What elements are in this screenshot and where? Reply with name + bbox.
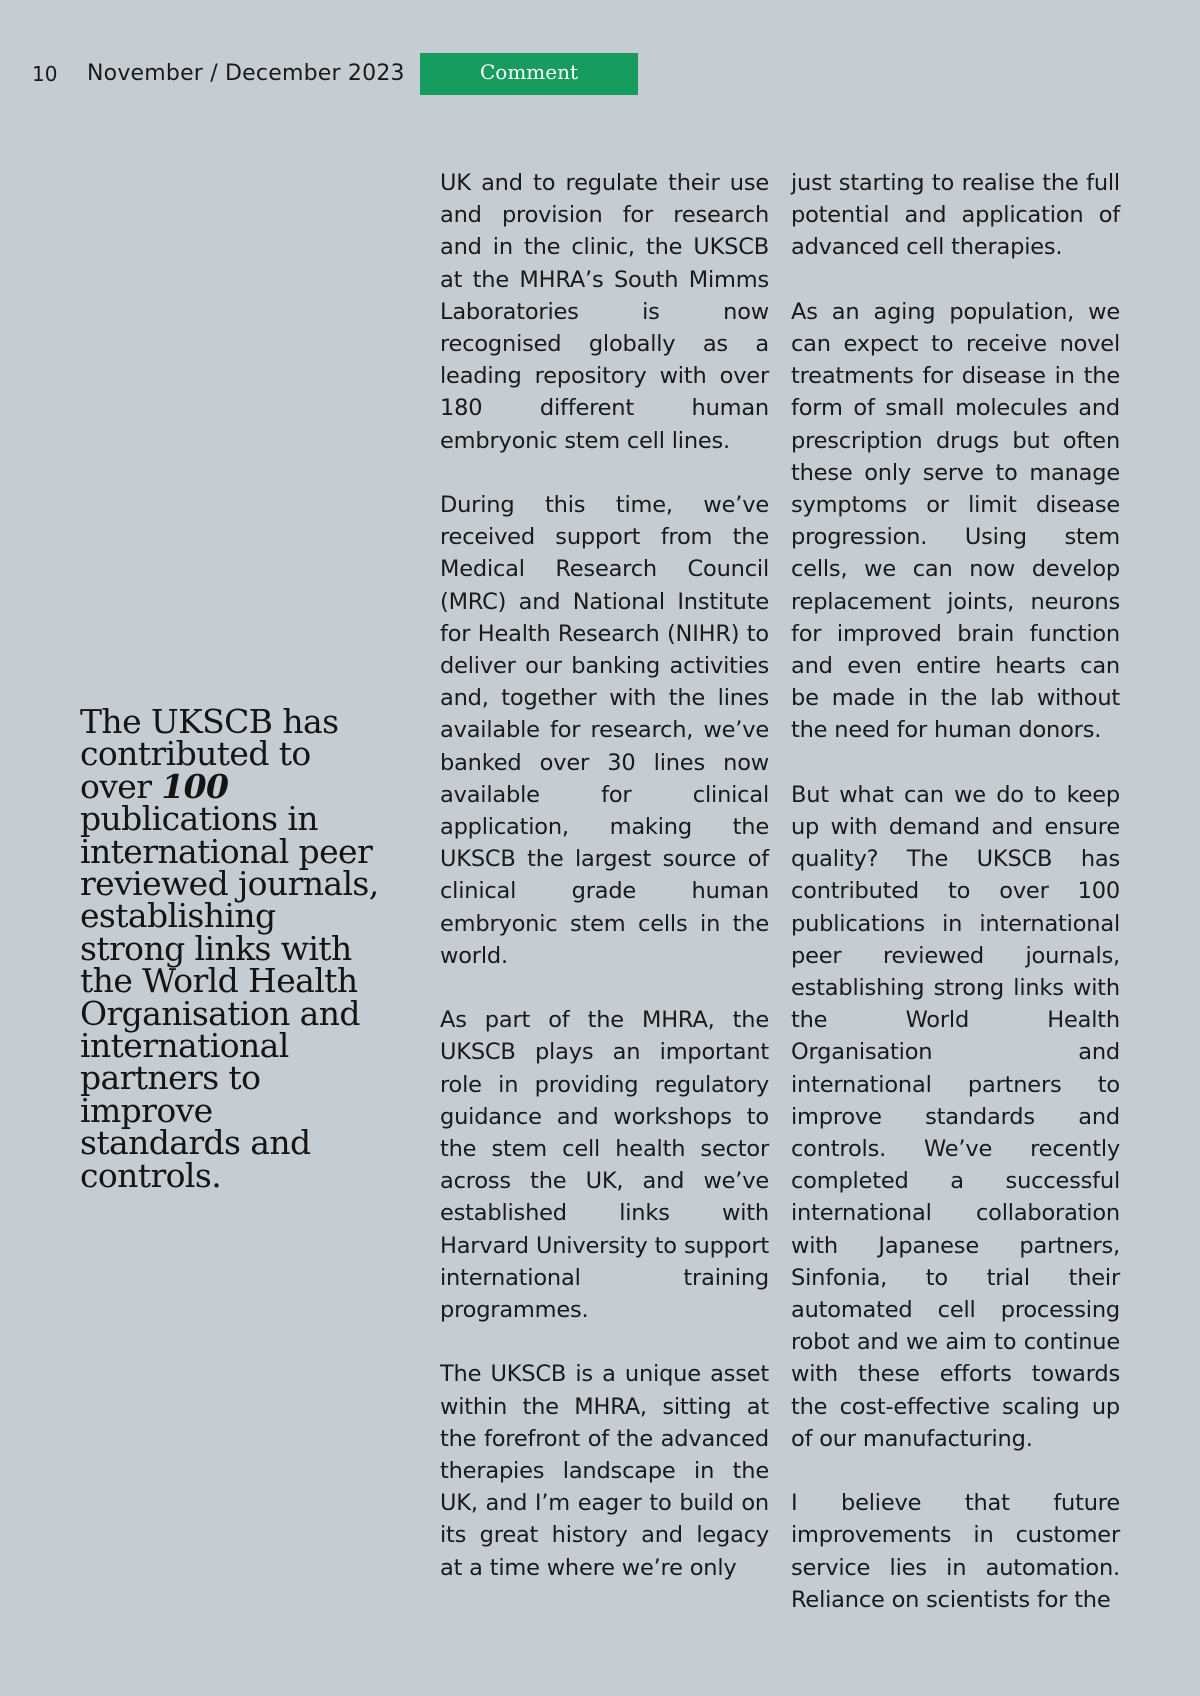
article-column-2 <box>791 167 1120 1616</box>
paragraph: UK and to regulate their use and provision for research and in the clinic, the UKSCB at the MHRA’s South Mimms Laboratories is now recognised globally as a leading repository with over 180 different human embryonic stem cell lines. <box>440 170 769 454</box>
paragraph: I believe that future improvements in customer service lies in automation. Reliance on scientists for the <box>791 1490 1120 1613</box>
paragraph: just starting to realise the full potential and application of advanced cell therapies. <box>791 170 1120 261</box>
pull-quote-text-start: The UKSCB has contributed to over <box>80 702 339 806</box>
page-number: 10 <box>32 62 58 86</box>
paragraph: As part of the MHRA, the UKSCB plays an important role in providing regulatory guidance and workshops to the stem cell health sector across the UK, and we’ve established links with Harvard University to support international training programmes. <box>440 1007 769 1324</box>
issue-date: November / December 2023 <box>87 61 405 86</box>
paragraph: The UKSCB is a unique asset within the MHRA, sitting at the forefront of the advanced therapies landscape in the UK, and I’m eager to build on its great history and legacy at a time where we’re only <box>440 1361 769 1581</box>
pull-quote-text-end: publications in international peer reviewed journals, establishing strong links with the World Health Organisation and international partners to improve standards and controls. <box>80 799 379 1195</box>
pull-quote <box>80 702 380 1195</box>
pull-quote-highlight: 100 <box>161 766 229 806</box>
paragraph: As an aging population, we can expect to receive novel treatments for disease in the form of small molecules and prescription drugs but often these only serve to manage symptoms or limit disease progression. Using stem cells, we can now develop replacement joints, neurons for improved brain function and even entire hearts can be made in the lab without the need for human donors. <box>791 298 1120 744</box>
article-column-1 <box>440 167 769 1584</box>
page-header <box>0 52 1200 96</box>
section-tag: Comment <box>420 53 638 95</box>
paragraph: During this time, we’ve received support from the Medical Research Council (MRC) and National Institute for Health Research (NIHR) to deliver our banking activities and, together with the lines available for research, we’ve banked over 30 lines now available for clinical application, making the UKSCB the largest source of clinical grade human embryonic stem cells in the world. <box>440 492 769 969</box>
paragraph: But what can we do to keep up with demand and ensure quality? The UKSCB has contributed to over 100 publications in international peer reviewed journals, establishing strong links with the World Health Organisation and international partners to improve standards and controls. We’ve recently completed a successful international collaboration with Japanese partners, Sinfonia, to trial their automated cell processing robot and we aim to continue with these efforts towards the cost-effective scaling up of our manufacturing. <box>791 781 1120 1452</box>
